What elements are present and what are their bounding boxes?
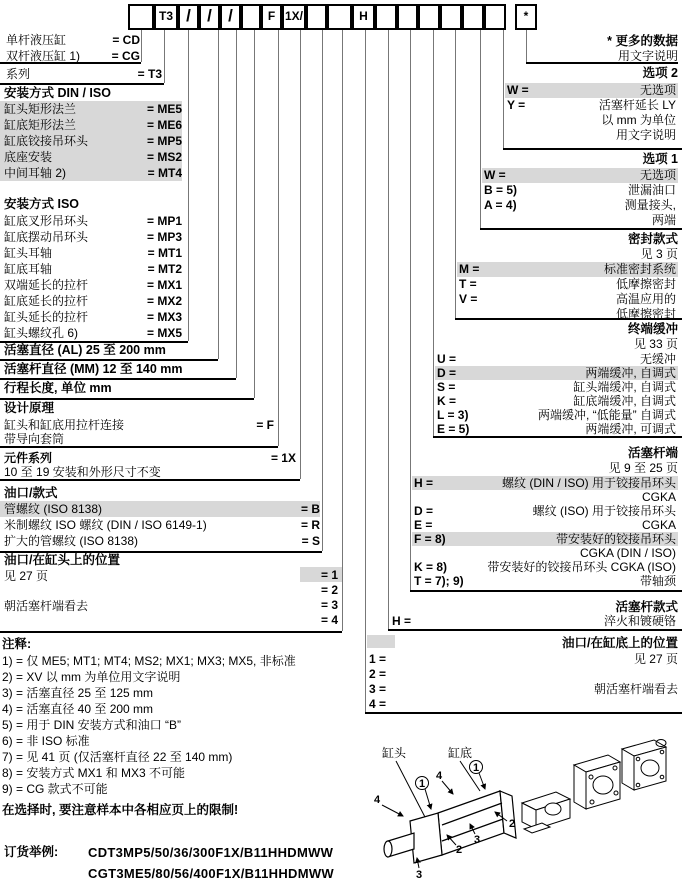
port-pos-cap-see: 见 27 页 — [633, 652, 678, 666]
rod-diameter-row: 活塞杆直径 (MM) 12 至 140 mm — [4, 362, 183, 376]
port-style-row: 管螺纹 (ISO 8138) = B — [0, 501, 320, 517]
examples-list — [88, 842, 388, 884]
mount-option-row: 缸底叉形吊环头 = MP1 — [4, 214, 182, 228]
ordering-example: CGT3ME5/80/56/400F1X/B11HHDMWW — [88, 866, 334, 881]
highlight-port-pos-cap — [367, 635, 395, 648]
note-item: 2) = XV 以 mm 为单位用文字说明 — [2, 670, 181, 684]
port-pos-head-view-note: 朝活塞杆端看去 — [4, 599, 89, 613]
design-line3: 带导向套筒 — [4, 432, 65, 446]
option-row: 以 mm 为单位 — [601, 113, 676, 127]
port-position-code: = 2 — [320, 583, 338, 597]
rod-end-header: 活塞杆端 — [627, 446, 678, 460]
code-cell — [375, 4, 397, 30]
option2-list — [505, 83, 678, 143]
cushion-header: 终端缓冲 — [627, 322, 678, 336]
cushion-option-row: L = 3) 两端缓冲, “低能量” 自调式 — [437, 408, 676, 422]
mount-option-row: 缸头螺纹孔 6) = MX5 — [4, 326, 182, 340]
design-row: 缸头和缸底用拉杆连接 = F — [4, 418, 274, 432]
code-cell-type — [128, 4, 154, 30]
note-item: 7) = 见 41 页 (仅活塞杆直径 22 至 140 mm) — [2, 750, 233, 764]
mount-option-row: 缸底摆动吊环头 = MP3 — [4, 230, 182, 244]
cushion-option-row: K = 缸底端缓冲, 自调式 — [437, 394, 676, 408]
cylinder-illustration — [372, 735, 682, 883]
port-pos-cap-header: 油口/在缸底上的位置 — [562, 636, 678, 650]
mount-option-row: 缸头延长的拉杆 = MX3 — [4, 310, 182, 324]
note-item: 3) = 活塞直径 25 至 125 mm — [2, 686, 154, 700]
rod-end-option-row: E = CGKA — [414, 518, 676, 532]
code-cell-port-style — [306, 4, 327, 30]
option2-header: 选项 2 — [642, 66, 678, 80]
rod-end-option-row: CGKA (DIN / ISO) — [579, 546, 676, 560]
option-row: B = 5) 泄漏油口 — [484, 183, 676, 197]
port-position-code: = 4 — [320, 613, 338, 627]
series-1x-row: 元件系列 = 1X — [4, 451, 296, 465]
ports-list — [0, 501, 320, 549]
head-label: 缸头 — [382, 746, 407, 760]
code-cell-separator: / — [178, 4, 199, 30]
option-row: Y = 活塞杆延长 LY — [507, 98, 676, 112]
port-pos-cap-view-note: 朝活塞杆端看去 — [593, 682, 678, 696]
option-row: 用文字说明 — [615, 128, 676, 142]
callout-1-head: 1 — [419, 778, 426, 790]
code-cell-star: * — [515, 4, 537, 30]
port-position-code: 2 = — [369, 667, 387, 681]
bore-row: 活塞直径 (AL) 25 至 200 mm — [4, 343, 166, 357]
port-pos-head-see: 见 27 页 — [4, 569, 49, 583]
port-position-code: = 3 — [320, 598, 338, 612]
mount-option-row: 双端延长的拉杆 = MX1 — [4, 278, 182, 292]
code-cell — [462, 4, 484, 30]
note-item: 8) = 安装方式 MX1 和 MX3 不可能 — [2, 766, 186, 780]
rod-end-option-row: K = 8) 带安装好的铰接吊环头 CGKA (ISO) — [414, 560, 676, 574]
port-position-code: 4 = — [369, 697, 387, 711]
mount-option-row: 缸底铰接吊环头 = MP5 — [4, 134, 182, 148]
option1-list — [482, 168, 678, 228]
port-pos-cap-codes — [369, 652, 409, 712]
mount-option-row: 中间耳轴 2) = MT4 — [4, 166, 182, 180]
code-cell-port-pos-head — [327, 4, 352, 30]
mount-option-row: 缸头矩形法兰 = ME5 — [4, 102, 182, 116]
cylinder-type-row: 单杆液压缸 = CD — [6, 33, 140, 47]
rod-style-header: 活塞杆款式 — [615, 600, 678, 614]
seals-list — [457, 262, 678, 322]
callout-3-bottom: 3 — [416, 869, 423, 881]
design-header: 设计原理 — [4, 401, 55, 415]
seals-header: 密封款式 — [627, 232, 678, 246]
callout-2-bottom: 2 — [456, 844, 463, 856]
code-cell — [440, 4, 462, 30]
examples-label: 订货举例: — [4, 845, 59, 859]
mount-din-list — [0, 101, 182, 181]
code-cell — [418, 4, 440, 30]
mount-option-row: 底座安装 = MS2 — [4, 150, 182, 164]
rod-end-option-row: T = 7); 9) 带轴颈 — [414, 574, 676, 588]
note-item: 1) = 仅 ME5; MT1; MT4; MS2; MX1; MX3; MX5, 非标准 — [2, 654, 296, 668]
code-cell-series-1x: 1X/ — [282, 4, 306, 30]
rod-end-option-row: F = 8) 带安装好的铰接吊环头 — [414, 532, 676, 546]
mounting-blocks-drawing — [522, 740, 666, 834]
seal-option-row: V = 高温应用的 — [459, 292, 676, 306]
star-note-line2: 用文字说明 — [617, 49, 678, 63]
seal-option-row: 低摩擦密封 — [615, 307, 676, 321]
series-1x-line2: 10 至 19 安装和外形尺寸不变 — [4, 465, 161, 479]
option-row: 两端 — [651, 213, 676, 227]
star-note-line1: * 更多的数据 — [607, 34, 678, 48]
rod-end-see: 见 9 至 25 页 — [608, 461, 678, 475]
cylinder-type-list — [2, 32, 140, 64]
mount-din-header: 安装方式 DIN / ISO — [4, 86, 111, 100]
code-cell-design: F — [261, 4, 282, 30]
stroke-row: 行程长度, 单位 mm — [4, 381, 112, 395]
notes-title: 注释: — [2, 637, 32, 651]
option-row: W = 无选项 — [484, 168, 676, 182]
ordering-example: CDT3MP5/50/36/300F1X/B11HHDMWW — [88, 845, 334, 860]
mount-iso-header: 安装方式 ISO — [4, 197, 80, 211]
callout-2-right: 2 — [509, 818, 516, 830]
cylinder-type-row: 双杆液压缸 1) = CG — [6, 49, 140, 63]
note-item: 4) = 活塞直径 40 至 200 mm — [2, 702, 154, 716]
code-cell-series: T3 — [154, 4, 178, 30]
rod-style-list — [390, 614, 678, 629]
cushion-list — [435, 352, 678, 436]
callout-3-right: 3 — [474, 834, 481, 846]
port-style-row: 米制螺纹 ISO 螺纹 (DIN / ISO 6149-1) = R — [4, 518, 320, 532]
cylinder-drawing — [384, 791, 516, 863]
mount-option-row: 缸底延长的拉杆 = MX2 — [4, 294, 182, 308]
callout-4-top: 4 — [436, 770, 443, 782]
cushion-option-row: U = 无缓冲 — [437, 352, 676, 366]
cushion-see: 见 33 页 — [633, 337, 678, 351]
ports-header: 油口/款式 — [4, 486, 58, 500]
seal-option-row: M = 标准密封系统 — [459, 262, 676, 276]
port-position-code: 1 = — [369, 652, 387, 666]
port-position-code: = 1 — [320, 568, 338, 582]
cushion-option-row: E = 5) 两端缓冲, 可调式 — [437, 422, 676, 436]
rod-end-option-row: D = 螺纹 (ISO) 用于铰接吊环头 — [414, 504, 676, 518]
code-cell-separator: / — [220, 4, 241, 30]
callout-4-left: 4 — [374, 794, 381, 806]
option1-header: 选项 1 — [642, 152, 678, 166]
cap-label: 缸底 — [448, 746, 473, 760]
code-cell-separator: / — [199, 4, 220, 30]
notes-list — [2, 653, 362, 797]
series-row: 系列 = T3 — [6, 67, 162, 81]
mount-iso-list — [0, 213, 182, 341]
port-style-row: 扩大的管螺纹 (ISO 8138) = S — [4, 534, 320, 548]
cushion-option-row: S = 缸头端缓冲, 自调式 — [437, 380, 676, 394]
port-pos-head-header: 油口/在缸头上的位置 — [4, 553, 120, 567]
option-row: A = 4) 测量接头, — [484, 198, 676, 212]
note-item: 9) = CG 款式不可能 — [2, 782, 108, 796]
code-cell-rod-style: H — [352, 4, 375, 30]
seal-option-row: T = 低摩擦密封 — [459, 277, 676, 291]
mount-option-row: 缸底耳轴 = MT2 — [4, 262, 182, 276]
notes-warning: 在选择时, 要注意样本中各相应页上的限制! — [2, 803, 239, 817]
note-item: 6) = 非 ISO 标准 — [2, 734, 90, 748]
code-cell — [484, 4, 506, 30]
option-row: W = 无选项 — [507, 83, 676, 97]
rod-end-option-row: CGKA — [641, 490, 676, 504]
code-cell — [397, 4, 418, 30]
rod-style-row: H = 淬火和镀硬铬 — [392, 614, 676, 628]
code-cell-stroke — [241, 4, 261, 30]
mount-option-row: 缸底矩形法兰 = ME6 — [4, 118, 182, 132]
port-position-code: 3 = — [369, 682, 387, 696]
cushion-option-row: D = 两端缓冲, 自调式 — [437, 366, 676, 380]
callout-1-cap: 1 — [473, 762, 480, 774]
port-pos-head-codes — [250, 568, 338, 628]
seals-see: 见 3 页 — [640, 247, 678, 261]
mount-option-row: 缸头耳轴 = MT1 — [4, 246, 182, 260]
rod-end-list — [412, 476, 678, 588]
note-item: 5) = 用于 DIN 安装方式和油口 “B” — [2, 718, 182, 732]
rod-end-option-row: H = 螺纹 (DIN / ISO) 用于铰接吊环头 — [414, 476, 676, 490]
